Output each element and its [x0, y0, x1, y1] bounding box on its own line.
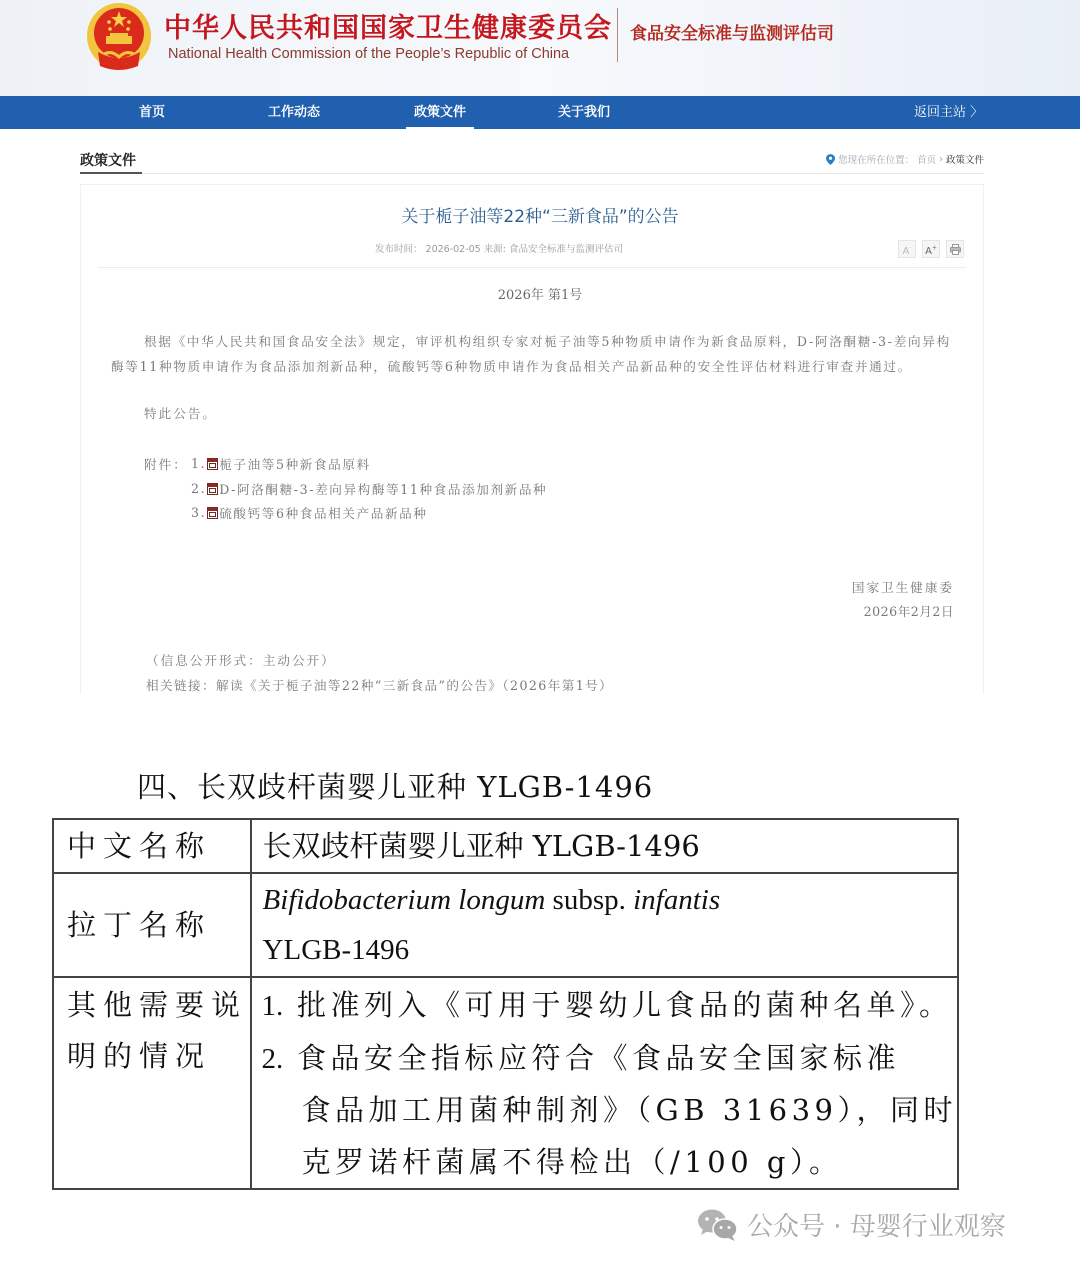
latin-strain: YLGB-1496 — [262, 934, 410, 966]
article-header-divider — [98, 267, 966, 268]
national-emblem-icon — [84, 2, 154, 74]
breadcrumb — [826, 152, 984, 166]
note-continuation: 食品加工用菌种制剂》（GB 31639），同时 — [301, 1093, 957, 1127]
table-row — [53, 819, 958, 873]
back-to-main-site-link[interactable]: 返回主站 〉 — [914, 105, 984, 120]
breadcrumb-separator: › — [939, 153, 943, 165]
label-line: 明的情况 — [67, 1039, 212, 1073]
label-latin-name: 拉丁名称 — [53, 873, 251, 977]
attachments-label: 附件： — [144, 457, 188, 472]
nav-item-policy-documents[interactable]: 政策文件 — [414, 96, 466, 129]
font-larger-button[interactable] — [922, 240, 940, 258]
location-pin-icon — [826, 154, 835, 165]
attachment-title: 栀子油等5种新食品原料 — [219, 457, 371, 472]
print-button[interactable] — [946, 240, 964, 258]
font-smaller-icon: A- — [902, 245, 912, 258]
pdf-file-icon — [207, 483, 218, 495]
label-chinese-name: 中文名称 — [53, 819, 251, 873]
table-row — [53, 977, 958, 1189]
note-item: 1. 批准列入《可用于婴幼儿食品的菌种名单》。 — [261, 988, 953, 1022]
article-title: 关于栀子油等22种“三新食品”的公告 — [401, 207, 679, 227]
attachment-link[interactable] — [191, 454, 371, 473]
pdf-file-icon — [207, 507, 218, 519]
section-title: 政策文件 — [80, 153, 136, 169]
label-other-notes — [53, 977, 251, 1189]
breadcrumb-current: 政策文件 — [945, 155, 984, 166]
latin-genus-species: Bifidobacterium longum — [262, 884, 546, 916]
attachment-title: D-阿洛酮糖-3-差向异构酶等11种食品添加剂新品种 — [219, 482, 548, 497]
attachment-number: 3. — [191, 505, 207, 520]
watermark-text: 公众号 · 母婴行业观察 — [747, 1212, 1006, 1242]
wechat-icon — [697, 1208, 739, 1242]
attachment-link[interactable] — [191, 479, 547, 498]
article-closing: 特此公告。 — [144, 406, 217, 421]
note-item: 2. 食品安全指标应符合《食品安全国家标准 — [261, 1040, 901, 1075]
strain-heading: 四、长双歧杆菌婴儿亚种 YLGB-1496 — [137, 770, 654, 804]
site-header — [0, 0, 1080, 96]
value-chinese-name: 长双歧杆菌婴儿亚种 YLGB-1496 — [251, 819, 958, 873]
attachment-title: 硫酸钙等6种食品相关产品新品种 — [219, 506, 428, 521]
value-latin-name — [251, 873, 958, 977]
header-divider — [617, 8, 618, 62]
breadcrumb-home-link[interactable]: 首页 — [917, 155, 937, 166]
value-other-notes — [251, 977, 958, 1189]
attachment-number: 1. — [191, 456, 207, 471]
table-row — [53, 873, 958, 977]
attachment-number: 2. — [191, 481, 207, 496]
font-smaller-button[interactable] — [898, 240, 916, 258]
disclosure-form: （信息公开形式：主动公开） — [146, 653, 336, 668]
article-card — [80, 184, 984, 694]
site-title-cn: 中华人民共和国国家卫生健康委员会 — [164, 13, 612, 44]
section-divider — [142, 173, 984, 174]
pdf-file-icon — [207, 458, 218, 470]
related-links-label: 相关链接： — [146, 678, 216, 693]
article-body: 根据《中华人民共和国食品安全法》规定，审评机构组织专家对栀子油等5种物质申请作为新食品原料，D-阿洛酮糖-3-差向异构酶等11种物质申请作为食品添加剂新品种，硫酸钙等6种物质申请作为食品相关产品新品种的安全性评估材料进行审查并通过。 — [111, 334, 951, 374]
strain-spec-table — [52, 818, 959, 1190]
latin-subsp: subsp. — [552, 884, 626, 916]
department-name: 食品安全标准与监测评估司 — [630, 24, 834, 44]
attachment-link[interactable] — [191, 503, 428, 522]
related-links — [146, 675, 613, 694]
nav-item-home[interactable]: 首页 — [139, 105, 166, 120]
wechat-watermark — [697, 1206, 1006, 1243]
main-nav — [0, 96, 1080, 129]
article-meta: 发布时间： 2026-02-05 来源: 食品安全标准与监测评估司 — [375, 244, 623, 255]
sign-date: 2026年2月2日 — [863, 604, 954, 619]
breadcrumb-prefix: 您现在所在位置： — [838, 155, 915, 166]
related-interpretation-link[interactable]: 解读《关于栀子油等22种“三新食品”的公告》（2026年第1号） — [215, 678, 614, 693]
note-continuation: 克罗诺杆菌属不得检出（/100 g）。 — [301, 1144, 843, 1179]
section-title-underline — [80, 172, 142, 174]
latin-infra: infantis — [633, 884, 721, 916]
font-larger-icon: A+ — [925, 245, 937, 258]
document-number: 2026年 第1号 — [497, 288, 583, 303]
nav-item-work-news[interactable]: 工作动态 — [268, 105, 321, 120]
site-title-en: National Health Commission of the People’s Republic of China — [168, 46, 570, 62]
label-line: 其他需要说 — [67, 988, 248, 1022]
print-icon — [950, 244, 961, 255]
nav-item-about-us[interactable]: 关于我们 — [558, 105, 611, 120]
signer: 国家卫生健康委 — [851, 580, 954, 595]
